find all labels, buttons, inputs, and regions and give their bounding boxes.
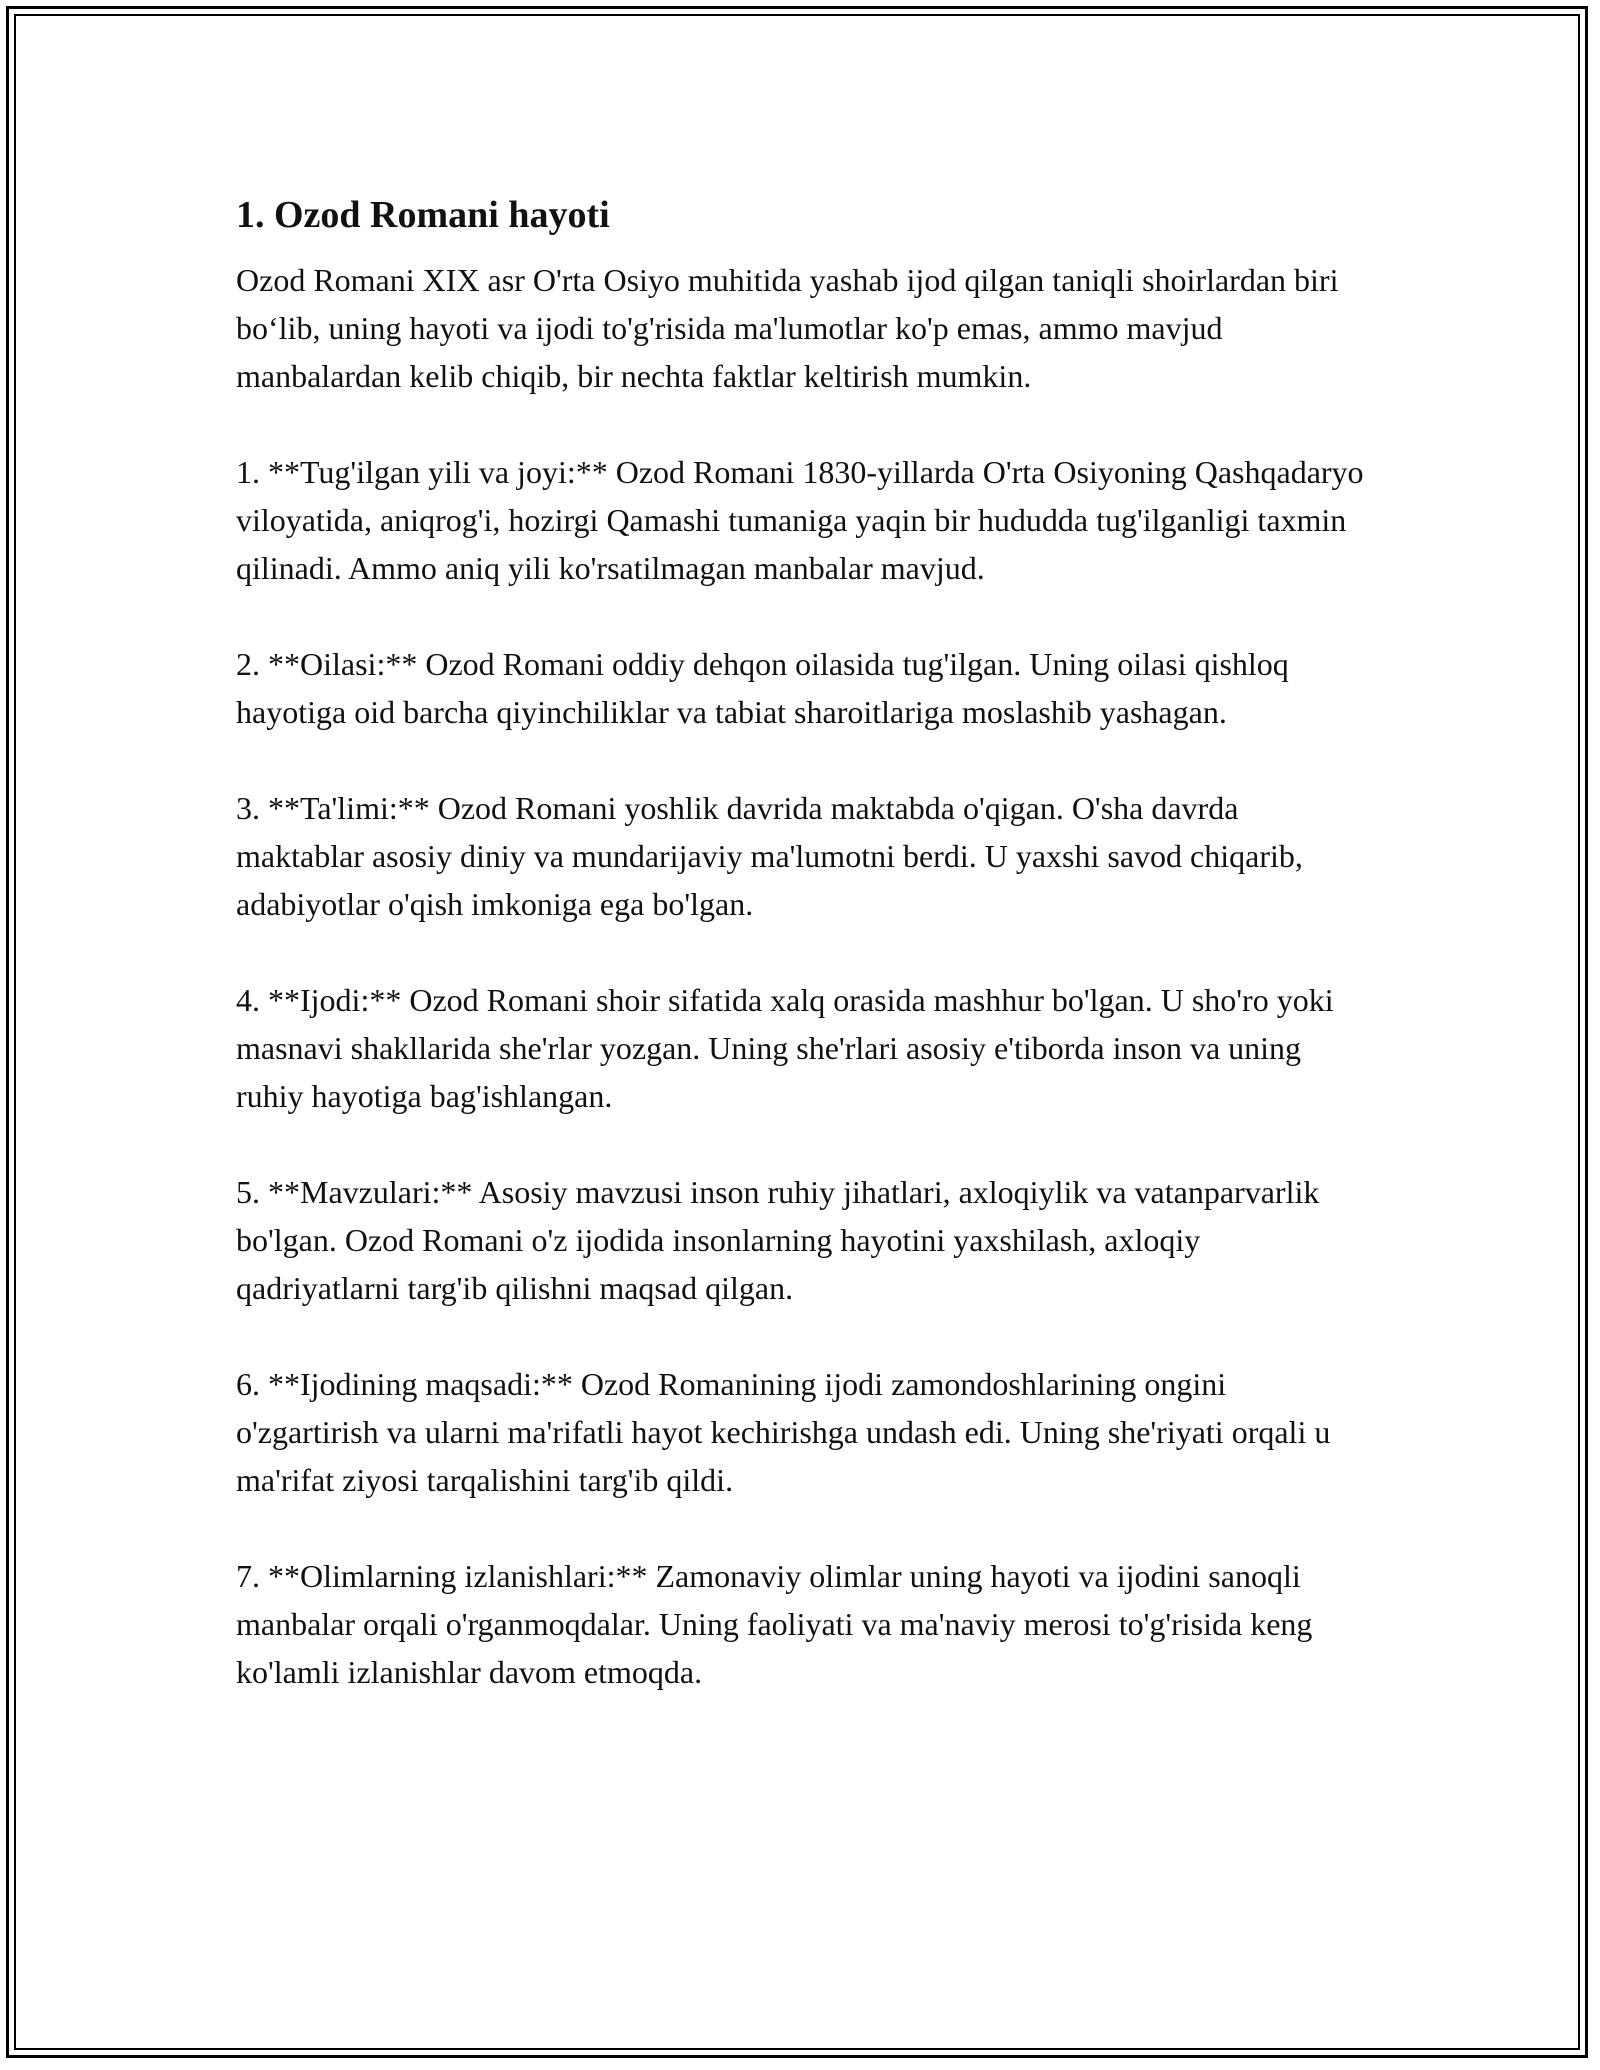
intro-paragraph: Ozod Romani XIX asr O'rta Osiyo muhitida yashab ijod qilgan taniqli shoirlardan biri bo‘lib, uning hayoti va ijodi to'g'risida ma'lumotlar ko'p emas, ammo mavjud manbalardan kelib chiqib, bir nechta faktlar keltirish mumkin.	[236, 262, 1339, 394]
document-body	[236, 185, 1366, 1744]
list-item-family: 2. **Oilasi:** Ozod Romani oddiy dehqon oilasida tug'ilgan. Uning oilasi qishloq hayotiga oid barcha qiyinchiliklar va tabiat sharoitlariga moslashib yashagan.	[236, 646, 1289, 730]
section-heading: 1. Ozod Romani hayoti	[236, 194, 610, 236]
list-item-creativity: 4. **Ijodi:** Ozod Romani shoir sifatida xalq orasida mashhur bo'lgan. U sho'ro yoki masnavi shakllarida she'rlar yozgan. Uning she'rlari asosiy e'tiborda inson va uning ruhiy hayotiga bag'ishlangan.	[236, 982, 1334, 1114]
list-item-birth: 1. **Tug'ilgan yili va joyi:** Ozod Romani 1830-yillarda O'rta Osiyoning Qashqadaryo viloyatida, aniqrog'i, hozirgi Qamashi tumaniga yaqin bir hududda tug'ilganligi taxmin qilinadi. Ammo aniq yili ko'rsatilmagan manbalar mavjud.	[236, 454, 1364, 586]
list-item-themes: 5. **Mavzulari:** Asosiy mavzusi inson ruhiy jihatlari, axloqiylik va vatanparvarlik bo'lgan. Ozod Romani o'z ijodida insonlarning hayotini yaxshilash, axloqiy qadriyatlarni targ'ib qilishni maqsad qilgan.	[236, 1174, 1320, 1306]
list-item-research: 7. **Olimlarning izlanishlari:** Zamonaviy olimlar uning hayoti va ijodini sanoqli manbalar orqali o'rganmoqdalar. Uning faoliyati va ma'naviy merosi to'g'risida keng ko'lamli izlanishlar davom etmoqda.	[236, 1558, 1313, 1690]
list-item-education: 3. **Ta'limi:** Ozod Romani yoshlik davrida maktabda o'qigan. O'sha davrda maktablar asosiy diniy va mundarijaviy ma'lumotni berdi. U yaxshi savod chiqarib, adabiyotlar o'qish imkoniga ega bo'lgan.	[236, 790, 1303, 922]
list-item-purpose: 6. **Ijodining maqsadi:** Ozod Romanining ijodi zamondoshlarining ongini o'zgartirish va ularni ma'rifatli hayot kechirishga undash edi. Uning she'riyati orqali u ma'rifat ziyosi tarqalishini targ'ib qildi.	[236, 1366, 1331, 1498]
